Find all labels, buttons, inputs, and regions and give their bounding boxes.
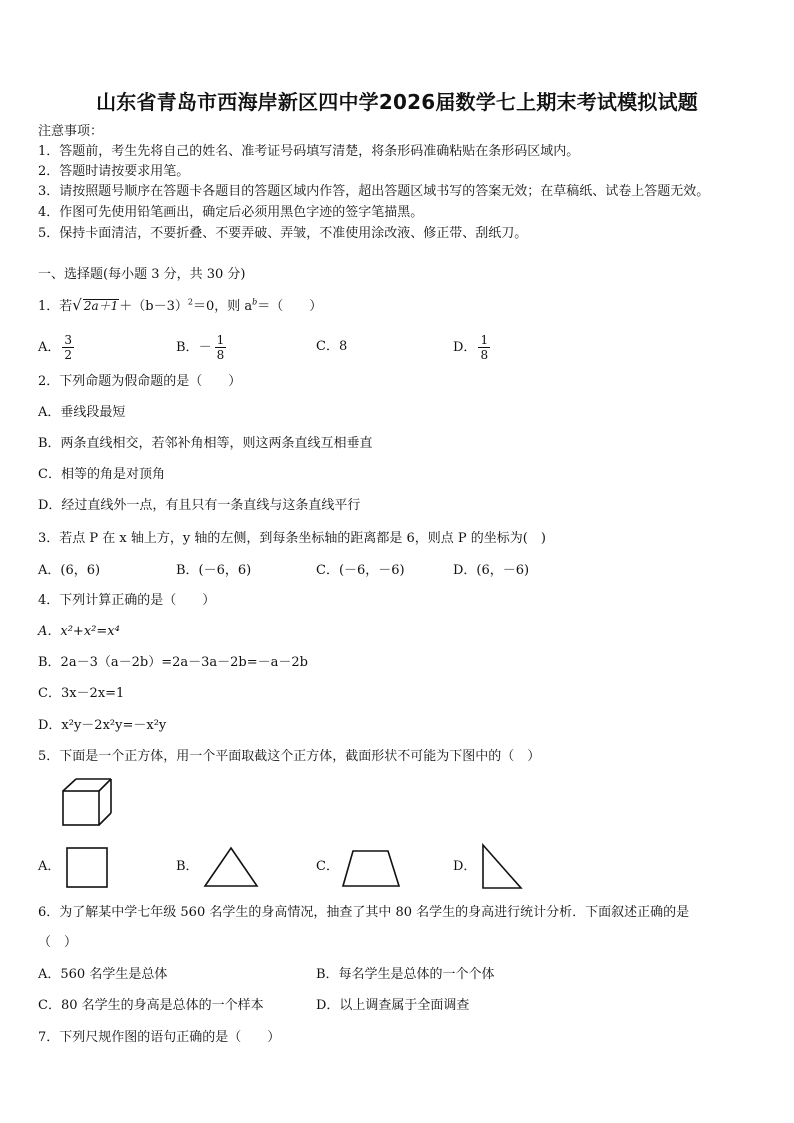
question-5-option-a: A． — [38, 859, 61, 874]
question-4-option-c: C．3x－2x=1 — [38, 686, 125, 701]
question-3-option-d: D．(6，－6) — [453, 563, 530, 578]
question-6-stem: 6．为了解某中学七年级 560 名学生的身高情况，抽查了其中 80 名学生的身高进行统计分析．下面叙述正确的是 — [38, 905, 690, 920]
question-2-option-c: C．相等的角是对顶角 — [38, 467, 165, 482]
question-4-option-a: A．x²+x²=x⁴ — [38, 624, 120, 639]
question-6-stem-continued: （ ） — [38, 935, 78, 950]
page-title: 山东省青岛市西海岸新区四中学2026届数学七上期末考试模拟试题 — [96, 90, 698, 114]
question-5-option-b: B． — [176, 859, 199, 874]
question-1-option-b: B．－ $\frac{1}{8}$ — [176, 333, 225, 362]
question-2-option-a: A．垂线段最短 — [38, 405, 126, 420]
notice-item: 1．答题前，考生先将自己的姓名、准考证号码填写清楚，将条形码准确粘贴在条形码区域内。 — [38, 144, 580, 159]
notice-item: 5．保持卡面清洁，不要折叠、不要弄破、弄皱，不准使用涂改液、修正带、刮纸刀。 — [38, 226, 528, 241]
fraction: $\frac{1}{8}$ — [216, 333, 225, 362]
question-5-option-c: C． — [316, 859, 339, 874]
notice-item: 2．答题时请按要求用笔。 — [38, 164, 190, 179]
question-3-option-c: C．(－6，－6) — [316, 563, 405, 578]
question-4-option-d: D．x²y－2x²y=－x²y — [38, 718, 167, 733]
question-4-stem: 4．下列计算正确的是（ ） — [38, 593, 216, 608]
fraction: $\frac{3}{2}$ — [64, 333, 73, 362]
question-2-stem: 2．下列命题为假命题的是（ ） — [38, 374, 242, 389]
square-shape — [64, 846, 110, 890]
question-2-option-b: B．两条直线相交，若邻补角相等，则这两条直线互相垂直 — [38, 436, 373, 451]
section-heading: 一、选择题(每小题 3 分，共 30 分) — [38, 267, 246, 282]
notice-item: 3．请按照题号顺序在答题卡各题目的答题区域内作答，超出答题区域书写的答案无效；在草稿纸、试卷上答题无效。 — [38, 184, 710, 199]
question-3-option-b: B．(－6，6) — [176, 563, 252, 578]
question-4-option-b: B．2a－3（a－2b）=2a－3a－2b=－a－2b — [38, 655, 308, 670]
question-1-option-d: D． $\frac{1}{8}$ — [453, 333, 489, 362]
notice-item: 4．作图可先使用铅笔画出，确定后必须用黑色字迹的签字笔描黑。 — [38, 205, 424, 220]
question-1-option-a: A． $\frac{3}{2}$ — [38, 333, 73, 362]
question-6-option-c: C．80 名学生的身高是总体的一个样本 — [38, 998, 264, 1013]
notice-heading: 注意事项： — [38, 124, 104, 139]
question-6-option-a: A．560 名学生是总体 — [38, 967, 168, 982]
question-2-option-d: D．经过直线外一点，有且只有一条直线与这条直线平行 — [38, 498, 361, 513]
question-5-stem: 5．下面是一个正方体，用一个平面取截这个正方体，截面形状不可能为下图中的（ ） — [38, 749, 541, 764]
question-6-option-d: D．以上调查属于全面调查 — [316, 998, 470, 1013]
question-6-option-b: B．每名学生是总体的一个个体 — [316, 967, 495, 982]
cube-figure — [60, 776, 114, 828]
radical-expression: 2a＋1 — [83, 299, 119, 313]
question-3-stem: 3．若点 P 在 x 轴上方，y 轴的左侧，到每条坐标轴的距离都是 6，则点 P 的坐标为( ) — [38, 531, 546, 546]
question-5-option-d: D． — [453, 859, 477, 874]
question-7-stem: 7．下列尺规作图的语句正确的是（ ） — [38, 1030, 281, 1045]
equilateral-triangle-shape — [202, 845, 260, 889]
question-1-option-c: C．8 — [316, 339, 348, 354]
question-3-option-a: A．(6，6) — [38, 563, 101, 578]
trapezoid-shape — [340, 848, 402, 890]
right-triangle-shape — [478, 842, 524, 892]
question-1-stem: 1．若√ $2a+1+(b-3)^2=0$，则 $a^b=$（ ） — [38, 296, 323, 314]
fraction: $\frac{1}{8}$ — [480, 333, 489, 362]
